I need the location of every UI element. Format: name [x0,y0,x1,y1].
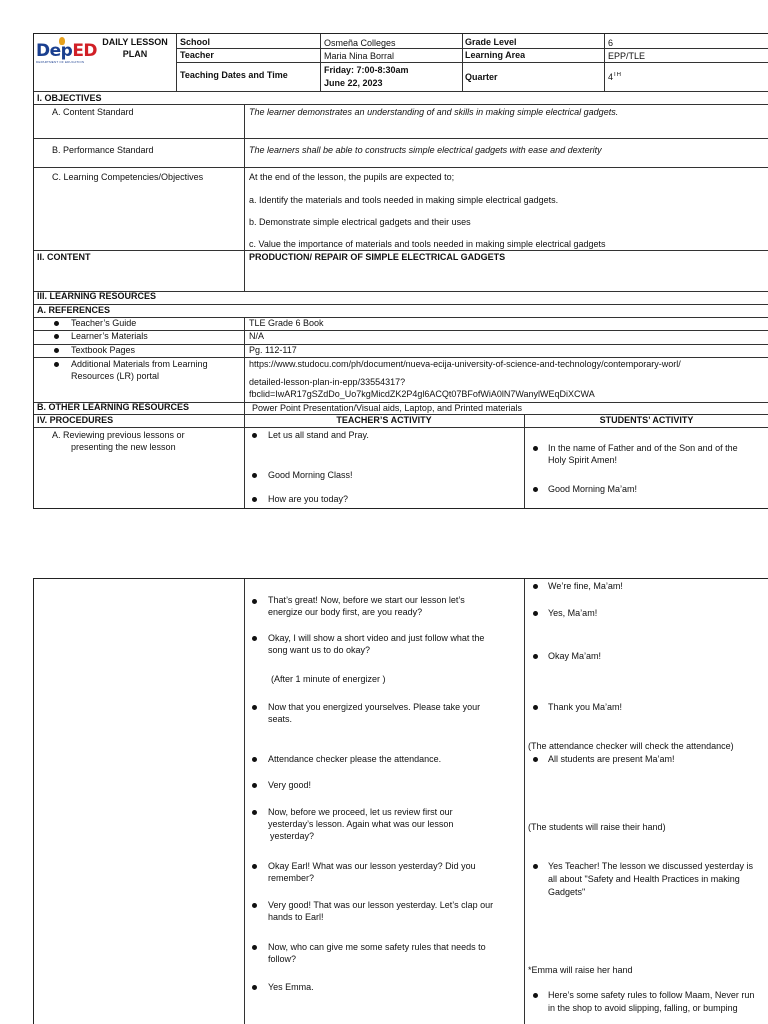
doc-title-line-2: PLAN [122,49,148,59]
competencies-intro: At the end of the lesson, the pupils are expected to; [249,172,455,182]
grade-level-value: 6 [608,38,614,48]
other-resources-value: Power Point Presentation/Visual aids, Laptop, and Printed materials [252,403,522,413]
student-emma-note: *Emma will raise her hand [528,965,633,975]
content-heading: II. CONTENT [37,252,91,262]
lesson-plan-page-2 [33,578,768,1024]
student-thank-you: Thank you Ma’am! [548,702,623,712]
student-okay: Okay Ma’am! [548,651,602,661]
teacher-safety-1: Now, who can give me some safety rules that needs to [268,942,486,952]
objectives-heading: I. OBJECTIVES [37,93,102,103]
teacher-energizer-note: (After 1 minute of energizer ) [271,674,386,684]
competency-c: c. Value the importance of materials and tools needed in making simple electrical gadgets [249,239,606,249]
learning-area-value: EPP/TLE [608,51,646,61]
logo-tagline: DEPARTMENT OF EDUCATION [36,60,85,64]
student-all-present: All students are present Ma’am! [548,754,675,764]
learning-resources-heading: III. LEARNING RESOURCES [37,291,157,301]
teacher-review-3: yesterday? [270,831,315,841]
student-activity-header: STUDENTS’ ACTIVITY [599,415,694,425]
teaching-dates-label: Teaching Dates and Time [180,70,288,80]
teachers-guide-label: Teacher’s Guide [71,318,137,328]
teacher-yes-emma: Yes Emma. [268,982,314,992]
performance-standard-text: The learners shall be able to constructs simple electrical gadgets with ease and dexterity [249,145,602,155]
quarter-label: Quarter [465,72,498,82]
logo-text-ed: ED [72,41,98,61]
teacher-activity-header: TEACHER’S ACTIVITY [336,415,432,425]
teacher-review-2: yesterday’s lesson. Again what was our lesson [268,819,454,829]
student-yes: Yes, Ma’am! [548,608,598,618]
step-a-label-2: presenting the new lesson [71,442,176,452]
teacher-energize-1: That’s great! Now, before we start our lesson let’s [268,595,465,605]
competency-a: a. Identify the materials and tools needed in making simple electrical gadgets. [249,195,559,205]
textbook-pages-value: Pg. 112-117 [249,345,297,355]
teacher-value: Maria Nina Borral [324,51,395,61]
student-line-prayer-1: In the name of Father and of the Son and of the [548,443,738,453]
teacher-clap-2: hands to Earl! [268,912,324,922]
teaching-dates-value-1: Friday: 7:00-8:30am [324,65,409,75]
teacher-energize-2: energize our body first, are you ready? [268,607,423,617]
quarter-suffix: TH [613,72,622,78]
logo-text-dep: Dep [36,41,73,61]
step-a-label-1: A. Reviewing previous lessons or [52,430,185,440]
teacher-video-2: song want us to do okay? [268,645,371,655]
performance-standard-label: B. Performance Standard [52,145,154,155]
content-standard-text: The learner demonstrates an understanding of and skills in making simple electrical gadgets. [249,107,619,117]
student-safety-rules-1: Here’s some safety rules to follow Maam, Never run [548,990,755,1000]
doc-title-line-1: DAILY LESSON [102,37,168,47]
deped-logo [34,37,96,65]
lr-portal-url-3[interactable]: fbclid=IwAR17gSZdDo_Uo7kgMicdZK2P4gl6ACQt07BFofWiA0lN7WanylWEqDiXCWA [249,389,595,399]
school-value: Osmeña Colleges [324,38,396,48]
teacher-seats-2: seats. [268,714,293,724]
student-lesson-answer-2: all about "Safety and Health Practices in making [548,874,740,884]
lr-portal-label-1: Additional Materials from Learning [71,359,208,369]
other-resources-label: B. OTHER LEARNING RESOURCES [37,402,190,412]
learners-materials-label: Learner’s Materials [71,331,148,341]
teacher-earl-2: remember? [268,873,315,883]
student-lesson-answer-3: Gadgets" [548,887,586,897]
content-standard-label: A. Content Standard [52,107,134,117]
teacher-review-1: Now, before we proceed, let us review first our [268,807,453,817]
competencies-label: C. Learning Competencies/Objectives [52,172,204,182]
teacher-earl-1: Okay Earl! What was our lesson yesterday? Did you [268,861,476,871]
lr-portal-url-1[interactable]: https://www.studocu.com/ph/document/nueva-ecija-university-of-science-and-technology/contemporary-worl/ [249,359,681,369]
teacher-seats-1: Now that you energized yourselves. Please take your [268,702,481,712]
procedures-heading: IV. PROCEDURES [37,415,114,425]
teacher-video-1: Okay, I will show a short video and just follow what the [268,633,485,643]
teaching-dates-value-2: June 22, 2023 [324,78,383,88]
student-lesson-answer-1: Yes Teacher! The lesson we discussed yesterday is [548,861,753,871]
learning-area-label: Learning Area [465,50,526,60]
grade-level-label: Grade Level [465,37,517,47]
lr-portal-url-2[interactable]: detailed-lesson-plan-in-epp/33554317? [249,377,406,387]
teacher-line-pray: Let us all stand and Pray. [268,430,369,440]
teacher-line-how-are-you: How are you today? [268,494,349,504]
school-label: School [180,37,211,47]
content-text: PRODUCTION/ REPAIR OF SIMPLE ELECTRICAL GADGETS [249,252,506,262]
teacher-very-good: Very good! [268,780,312,790]
teacher-safety-2: follow? [268,954,297,964]
student-line-prayer-2: Holy Spirit Amen! [548,455,618,465]
teacher-label: Teacher [180,50,214,60]
competency-b: b. Demonstrate simple electrical gadgets and their uses [249,217,471,227]
textbook-pages-label: Textbook Pages [71,345,136,355]
student-line-good-morning: Good Morning Ma’am! [548,484,638,494]
lesson-plan-page-1 [33,33,768,509]
teacher-attendance: Attendance checker please the attendance. [268,754,442,764]
lr-portal-label-2: Resources (LR) portal [71,371,160,381]
quarter-value: 4TH [608,72,622,82]
teacher-line-greeting: Good Morning Class! [268,470,353,480]
teachers-guide-value: TLE Grade 6 Book [249,318,324,328]
student-raise-hand-note: (The students will raise their hand) [528,822,666,832]
student-safety-rules-2: in the shop to avoid slipping, falling, or bumping [548,1003,738,1013]
learners-materials-value: N/A [249,331,265,341]
teacher-clap-1: Very good! That was our lesson yesterday. Let’s clap our [268,900,494,910]
student-fine: We’re fine, Ma’am! [548,581,623,591]
student-attendance-note: (The attendance checker will check the attendance) [528,741,734,751]
references-heading: A. REFERENCES [37,305,111,315]
